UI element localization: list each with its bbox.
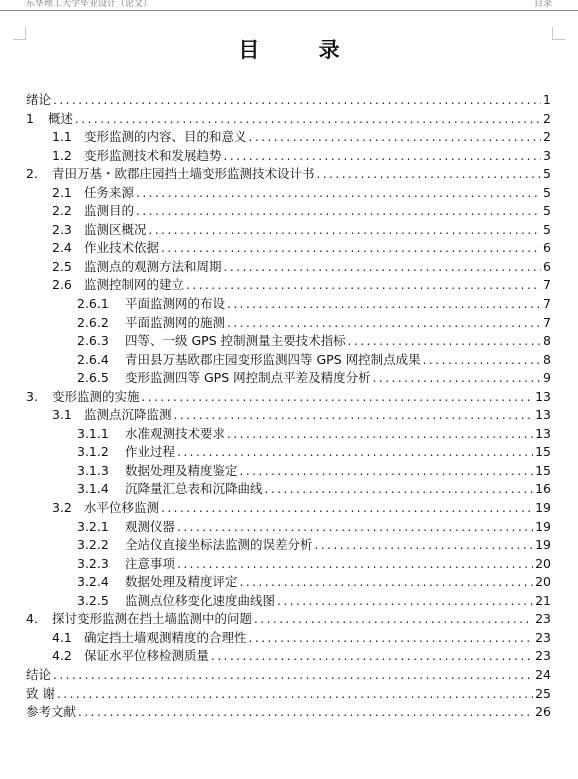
toc-dot-leader [177, 555, 533, 574]
toc-dot-leader [240, 462, 534, 481]
header-right-text: 目录 [533, 0, 552, 9]
toc-entry-title: 水准观测技术要求 [125, 425, 226, 441]
toc-entry[interactable] [26, 314, 551, 333]
toc-entry-page: 23 [535, 648, 551, 664]
toc-entry-number: 3.2.5 [77, 592, 109, 608]
toc-dot-leader [224, 147, 541, 166]
toc-dot-leader [211, 647, 533, 666]
toc-entry[interactable] [26, 666, 551, 685]
toc-dot-leader [227, 295, 541, 314]
toc-entry-number: 2.4 [52, 240, 72, 256]
toc-entry-number: 3.2.4 [77, 574, 109, 590]
toc-dot-leader [254, 610, 533, 629]
toc-entry-page: 8 [543, 333, 551, 349]
toc-dot-leader [75, 110, 541, 129]
toc-entry[interactable] [26, 499, 551, 518]
toc-dot-leader [136, 202, 541, 221]
toc-entry[interactable] [26, 332, 551, 351]
toc-entry[interactable] [26, 406, 551, 425]
toc-entry-page: 26 [535, 704, 551, 720]
toc-entry-page: 23 [535, 611, 551, 627]
toc-entry-number: 3. [26, 388, 38, 404]
toc-dot-leader [174, 406, 534, 425]
toc-entry[interactable] [26, 276, 551, 295]
toc-dot-leader [161, 239, 541, 258]
toc-entry-title: 作业技术依据 [84, 240, 160, 256]
running-header [0, 0, 578, 11]
toc-entry-title: 变形监测四等 GPS 网控制点平差及精度分析 [125, 370, 371, 386]
toc-entry-number: 3.1.1 [77, 425, 109, 441]
toc-entry-page: 7 [543, 314, 551, 330]
toc-entry-number: 2.3 [52, 221, 72, 237]
toc-entry[interactable] [26, 536, 551, 555]
toc-dot-leader [53, 91, 541, 110]
toc-entry-number: 3.2.2 [77, 537, 109, 553]
toc-dot-leader [141, 388, 533, 407]
toc-entry-page: 25 [535, 685, 551, 701]
toc-entry-page: 5 [543, 221, 551, 237]
toc-entry-page: 5 [543, 184, 551, 200]
toc-entry-title: 变形监测技术和发展趋势 [84, 147, 222, 163]
toc-entry[interactable] [26, 425, 551, 444]
toc-dot-leader [265, 480, 534, 499]
toc-entry-number: 2.1 [52, 184, 72, 200]
toc-entry-title: 参考文献 [26, 704, 77, 720]
toc-entry-number: 4.1 [52, 629, 72, 645]
toc-entry-page: 2 [543, 110, 551, 126]
toc-entry-page: 9 [543, 370, 551, 386]
toc-entry-title: 监测点位移变化速度曲线图 [125, 592, 276, 608]
toc-entry-page: 24 [535, 666, 551, 682]
toc-entry[interactable] [26, 443, 551, 462]
toc-entry-page: 15 [535, 462, 551, 478]
toc-entry-number: 2.6 [52, 277, 72, 293]
toc-dot-leader [277, 592, 533, 611]
toc-entry[interactable] [26, 388, 551, 407]
toc-entry-title: 绪论 [26, 92, 52, 107]
toc-dot-leader [177, 443, 533, 462]
toc-entry-number: 4. [26, 611, 38, 627]
toc-dot-leader [149, 221, 541, 240]
toc-entry-title: 监测目的 [84, 203, 135, 219]
toc-entry[interactable] [26, 258, 551, 277]
toc-entry-page: 13 [535, 388, 551, 404]
toc-entry-title: 探讨变形监测在挡土墙监测中的问题 [51, 611, 252, 627]
toc-entry-title: 变形监测的内容、目的和意义 [84, 129, 247, 145]
toc-entry[interactable] [26, 462, 551, 481]
toc-entry-title: 致 谢 [26, 685, 55, 701]
toc-entry[interactable] [26, 369, 551, 388]
page-title: 目 录 [238, 37, 366, 62]
toc-entry-title: 注意事项 [125, 555, 176, 571]
toc-dot-leader [423, 351, 541, 370]
toc-dot-leader [224, 258, 541, 277]
toc-entry[interactable] [26, 703, 551, 722]
toc-entry-page: 7 [543, 296, 551, 312]
toc-entry-page: 13 [535, 407, 551, 423]
toc-entry-page: 8 [543, 351, 551, 367]
toc-entry[interactable] [26, 647, 551, 666]
toc-entry-title: 保证水平位移检测质量 [84, 648, 210, 664]
toc-entry[interactable] [26, 221, 551, 240]
toc-entry-page: 20 [535, 555, 551, 571]
toc-entry-number: 3.1.3 [77, 462, 109, 478]
toc-entry[interactable] [26, 147, 551, 166]
toc-dot-leader [78, 703, 533, 722]
toc-entry-number: 2.6.4 [77, 351, 109, 367]
toc-entry-page: 16 [535, 481, 551, 497]
toc-dot-leader [136, 184, 541, 203]
toc-entry-title: 全站仪直接坐标法监测的误差分析 [125, 537, 313, 553]
toc-dot-leader [186, 276, 541, 295]
toc-entry-number: 3.2 [52, 500, 72, 516]
toc-entry-page: 5 [543, 203, 551, 219]
toc-entry[interactable] [26, 165, 551, 184]
toc-dot-leader [57, 685, 533, 704]
toc-dot-leader [315, 536, 534, 555]
toc-entry-title: 平面监测网的施测 [125, 314, 226, 330]
toc-entry-page: 19 [535, 518, 551, 534]
toc-entry-title: 监测区概况 [84, 221, 147, 237]
toc-entry-title: 结论 [26, 666, 52, 682]
table-of-contents [26, 91, 551, 722]
toc-entry-page: 6 [543, 240, 551, 256]
toc-entry-title: 数据处理及精度鉴定 [125, 462, 238, 478]
toc-entry-number: 1.2 [52, 147, 72, 163]
toc-entry[interactable] [26, 629, 551, 648]
toc-entry-page: 1 [543, 92, 551, 107]
toc-entry-title: 作业过程 [125, 444, 176, 460]
header-left-text: 东华理工大学毕业设计（论文） [26, 0, 153, 9]
toc-dot-leader [316, 165, 541, 184]
toc-entry[interactable] [26, 295, 551, 314]
toc-entry-title: 青田县万基欧郡庄园变形监测四等 GPS 网控制点成果 [125, 351, 421, 367]
toc-entry-title: 确定挡土墙观测精度的合理性 [84, 629, 247, 645]
toc-entry[interactable] [26, 518, 551, 537]
toc-entry[interactable] [26, 573, 551, 592]
toc-entry-title: 变形监测的实施 [51, 388, 140, 404]
toc-entry-title: 概述 [47, 110, 73, 126]
toc-entry-number: 2.6.3 [77, 333, 109, 349]
toc-entry[interactable] [26, 480, 551, 499]
toc-entry-number: 2.6.5 [77, 370, 109, 386]
toc-entry-title: 平面监测网的布设 [125, 296, 226, 312]
toc-entry[interactable] [26, 110, 551, 129]
toc-entry-page: 2 [543, 129, 551, 145]
toc-entry[interactable] [26, 202, 551, 221]
toc-entry-title: 数据处理及精度评定 [125, 574, 238, 590]
toc-entry-number: 2.2 [52, 203, 72, 219]
toc-dot-leader [177, 518, 533, 537]
toc-dot-leader [161, 499, 533, 518]
toc-dot-leader [240, 573, 534, 592]
toc-entry[interactable] [26, 555, 551, 574]
toc-entry-title: 四等、一级 GPS 控制测量主要技术指标 [125, 333, 346, 349]
toc-entry-title: 任务来源 [84, 184, 135, 200]
toc-entry-page: 21 [535, 592, 551, 608]
toc-entry[interactable] [26, 351, 551, 370]
toc-entry-page: 23 [535, 629, 551, 645]
toc-entry-number: 3.2.1 [77, 518, 109, 534]
toc-entry[interactable] [26, 91, 551, 110]
toc-entry-number: 3.1.4 [77, 481, 109, 497]
toc-entry-page: 3 [543, 147, 551, 163]
toc-entry-number: 4.2 [52, 648, 72, 664]
toc-entry-page: 6 [543, 258, 551, 274]
toc-entry-page: 19 [535, 500, 551, 516]
toc-entry-page: 7 [543, 277, 551, 293]
toc-entry-page: 20 [535, 574, 551, 590]
toc-dot-leader [53, 666, 533, 685]
toc-entry-number: 2.5 [52, 258, 72, 274]
toc-dot-leader [249, 128, 541, 147]
toc-entry-title: 青田万基・欧郡庄园挡土墙变形监测技术设计书 [51, 166, 315, 182]
toc-entry-number: 3.2.3 [77, 555, 109, 571]
toc-entry[interactable] [26, 592, 551, 611]
toc-entry-page: 19 [535, 537, 551, 553]
toc-entry[interactable] [26, 610, 551, 629]
toc-entry-number: 2.6.1 [77, 296, 109, 312]
toc-entry-number: 3.1 [52, 407, 72, 423]
toc-entry-title: 沉降量汇总表和沉降曲线 [125, 481, 263, 497]
toc-entry-number: 1.1 [52, 129, 72, 145]
toc-entry-title: 监测控制网的建立 [84, 277, 185, 293]
toc-entry-title: 监测点的观测方法和周期 [84, 258, 222, 274]
toc-entry-title: 监测点沉降监测 [84, 407, 172, 423]
toc-entry-page: 15 [535, 444, 551, 460]
toc-entry-number: 2. [26, 166, 38, 182]
toc-entry-number: 3.1.2 [77, 444, 109, 460]
toc-entry[interactable] [26, 239, 551, 258]
toc-dot-leader [227, 314, 541, 333]
toc-dot-leader [249, 629, 534, 648]
toc-dot-leader [373, 369, 541, 388]
toc-entry-title: 观测仪器 [125, 518, 176, 534]
toc-entry-number: 2.6.2 [77, 314, 109, 330]
toc-entry-page: 13 [535, 425, 551, 441]
toc-dot-leader [348, 332, 541, 351]
toc-entry-page: 5 [543, 166, 551, 182]
toc-entry[interactable] [26, 128, 551, 147]
toc-entry[interactable] [26, 184, 551, 203]
toc-entry-title: 水平位移监测 [84, 500, 160, 516]
toc-dot-leader [227, 425, 533, 444]
toc-entry[interactable] [26, 685, 551, 704]
toc-entry-number: 1 [26, 110, 34, 126]
